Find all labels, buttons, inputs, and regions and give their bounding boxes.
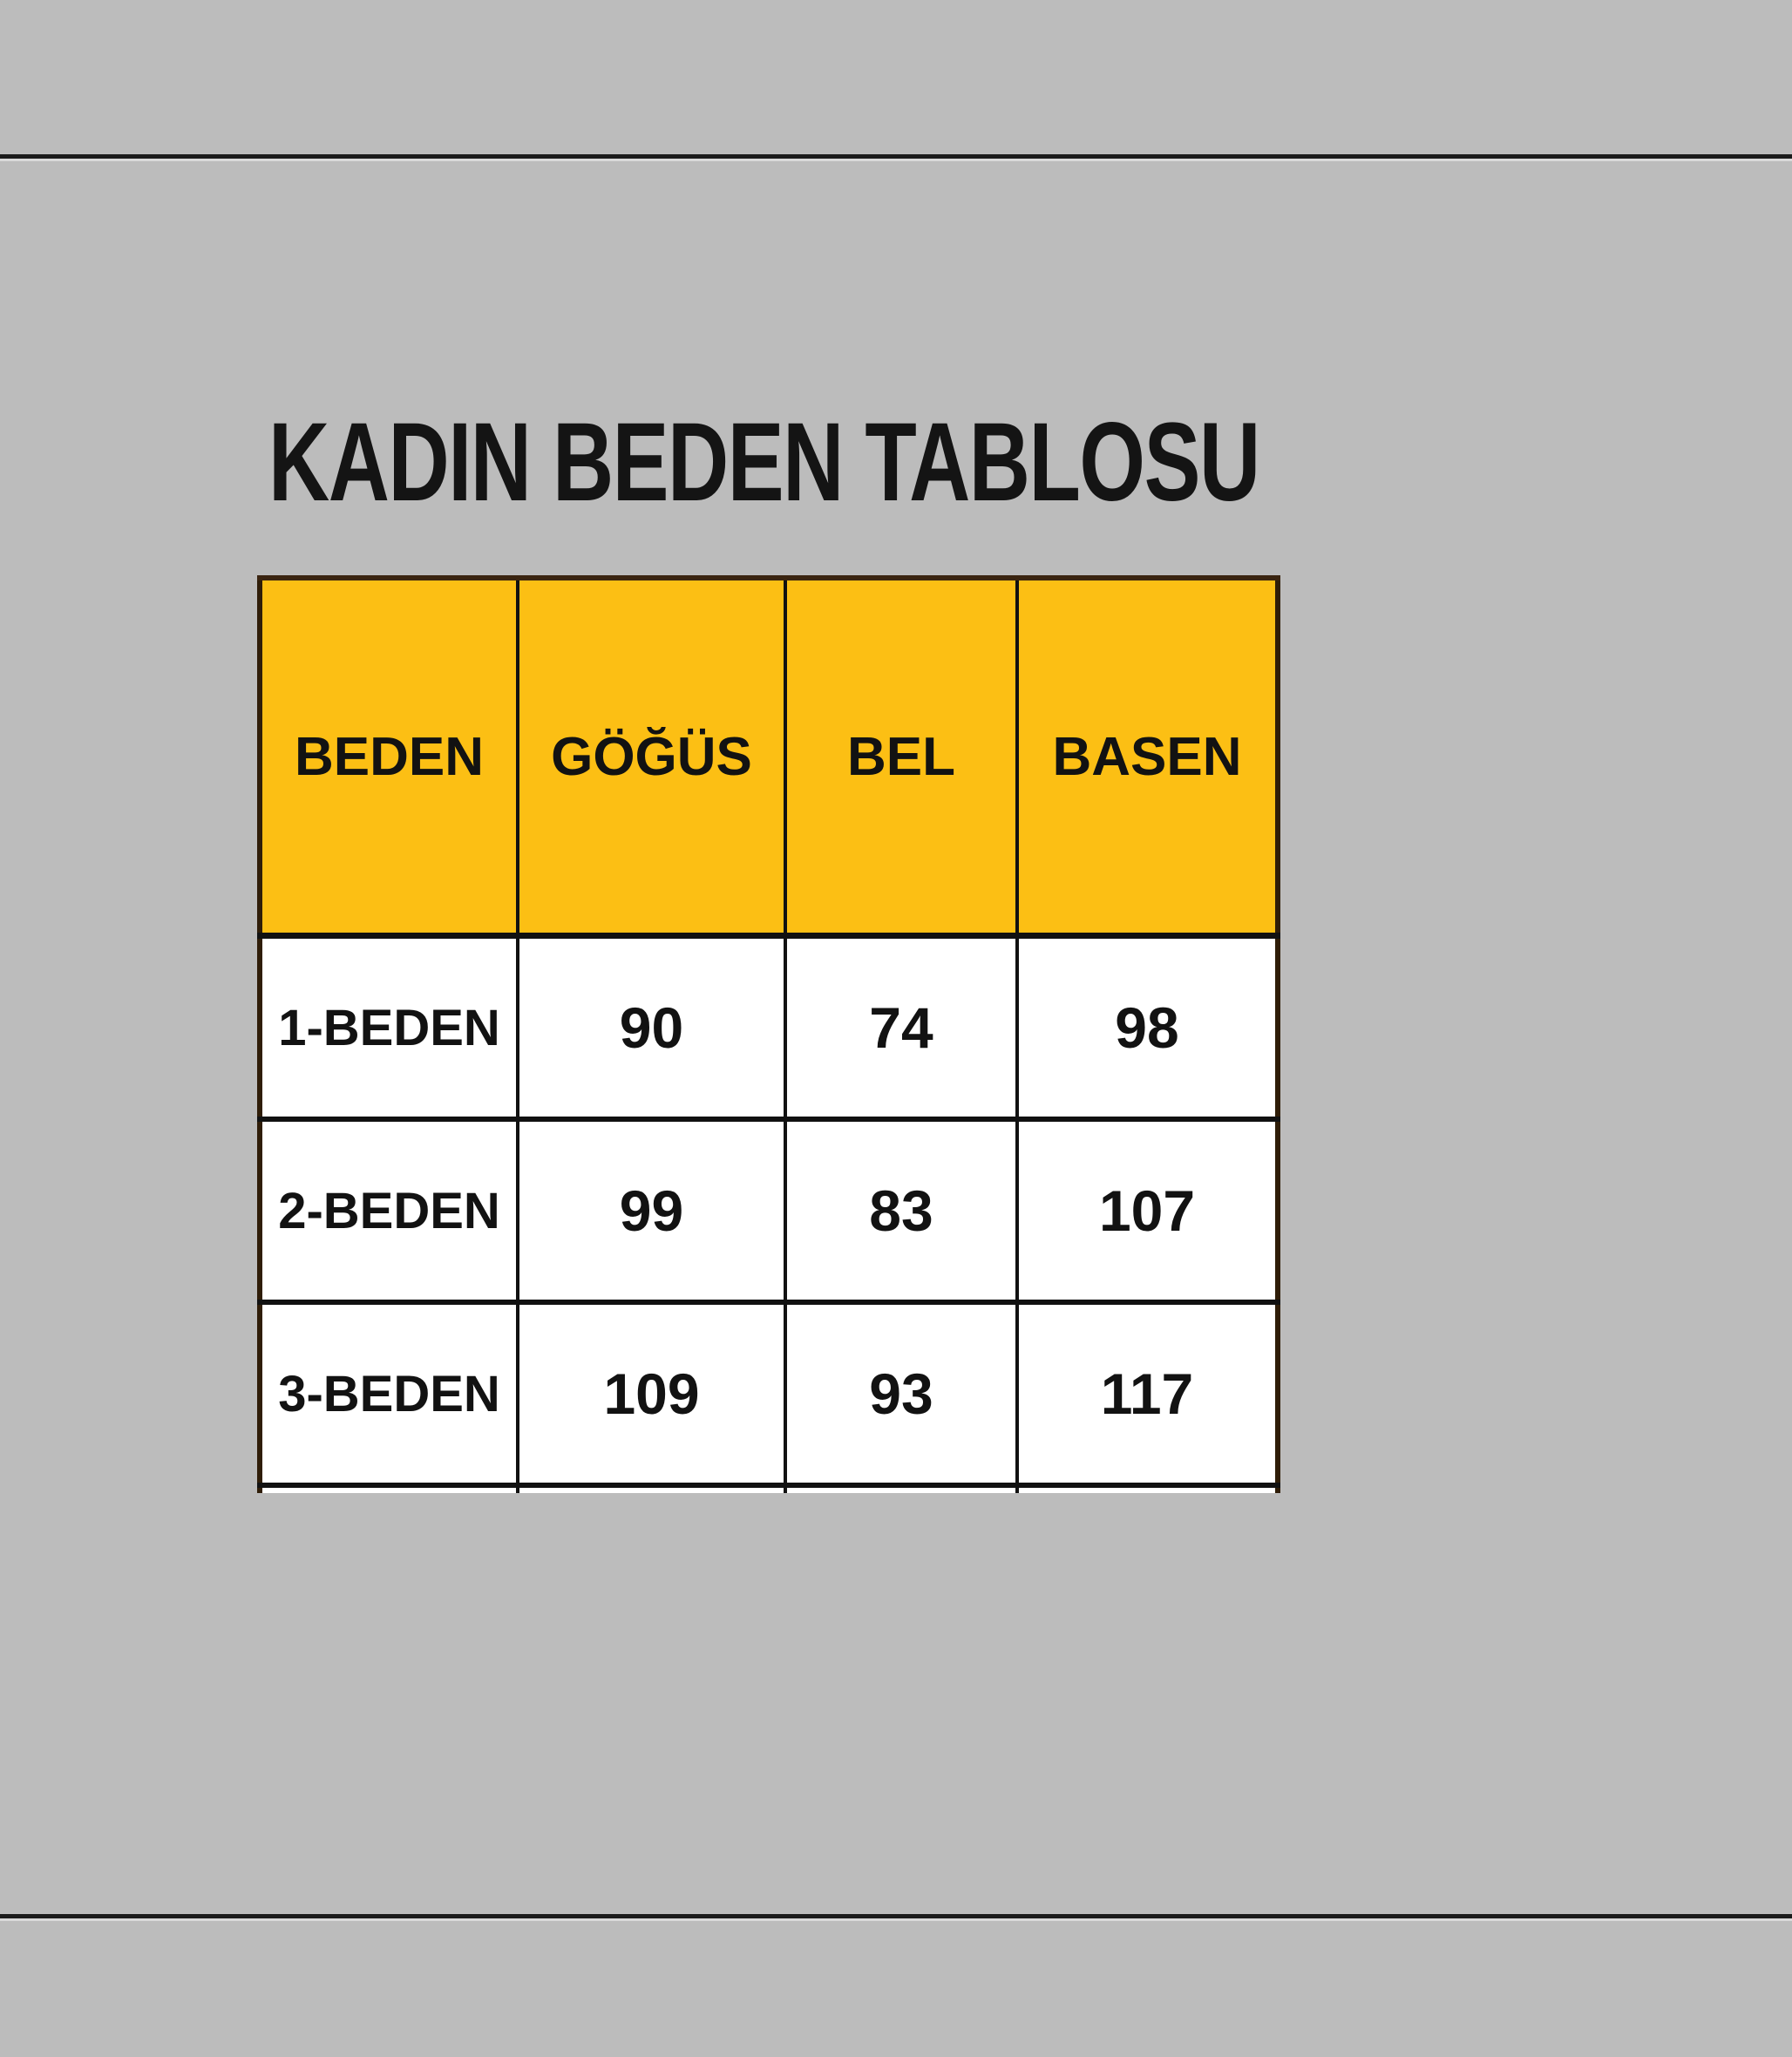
cell-value: 99 xyxy=(518,1119,785,1302)
table-row xyxy=(260,1302,1278,1485)
table-row xyxy=(260,1119,1278,1302)
cell-value: 109 xyxy=(518,1302,785,1485)
row-label: 2-BEDEN xyxy=(260,1119,518,1302)
row-label: 3-BEDEN xyxy=(260,1302,518,1485)
cell-value: 98 xyxy=(1017,936,1278,1120)
cell-value: 93 xyxy=(785,1302,1017,1485)
top-divider-line xyxy=(0,154,1792,161)
cell-value: 83 xyxy=(785,1119,1017,1302)
row-label: 1-BEDEN xyxy=(260,936,518,1120)
cell-empty xyxy=(518,1485,785,1493)
header-cell-basen: BASEN xyxy=(1017,578,1278,936)
cell-value: 107 xyxy=(1017,1119,1278,1302)
header-cell-gogus: GÖĞÜS xyxy=(518,578,785,936)
table-row-partial xyxy=(260,1485,1278,1493)
cell-value: 117 xyxy=(1017,1302,1278,1485)
cell-value: 90 xyxy=(518,936,785,1120)
page-title: KADIN BEDEN TABLOSU xyxy=(268,400,1259,525)
size-table xyxy=(257,575,1280,1493)
header-cell-beden: BEDEN xyxy=(260,578,518,936)
table-header-row xyxy=(260,578,1278,936)
cell-empty xyxy=(260,1485,518,1493)
cell-value: 74 xyxy=(785,936,1017,1120)
cell-empty xyxy=(1017,1485,1278,1493)
cell-empty xyxy=(785,1485,1017,1493)
header-cell-bel: BEL xyxy=(785,578,1017,936)
table-row xyxy=(260,936,1278,1120)
bottom-divider-line xyxy=(0,1914,1792,1921)
size-table-container xyxy=(257,575,1282,1493)
